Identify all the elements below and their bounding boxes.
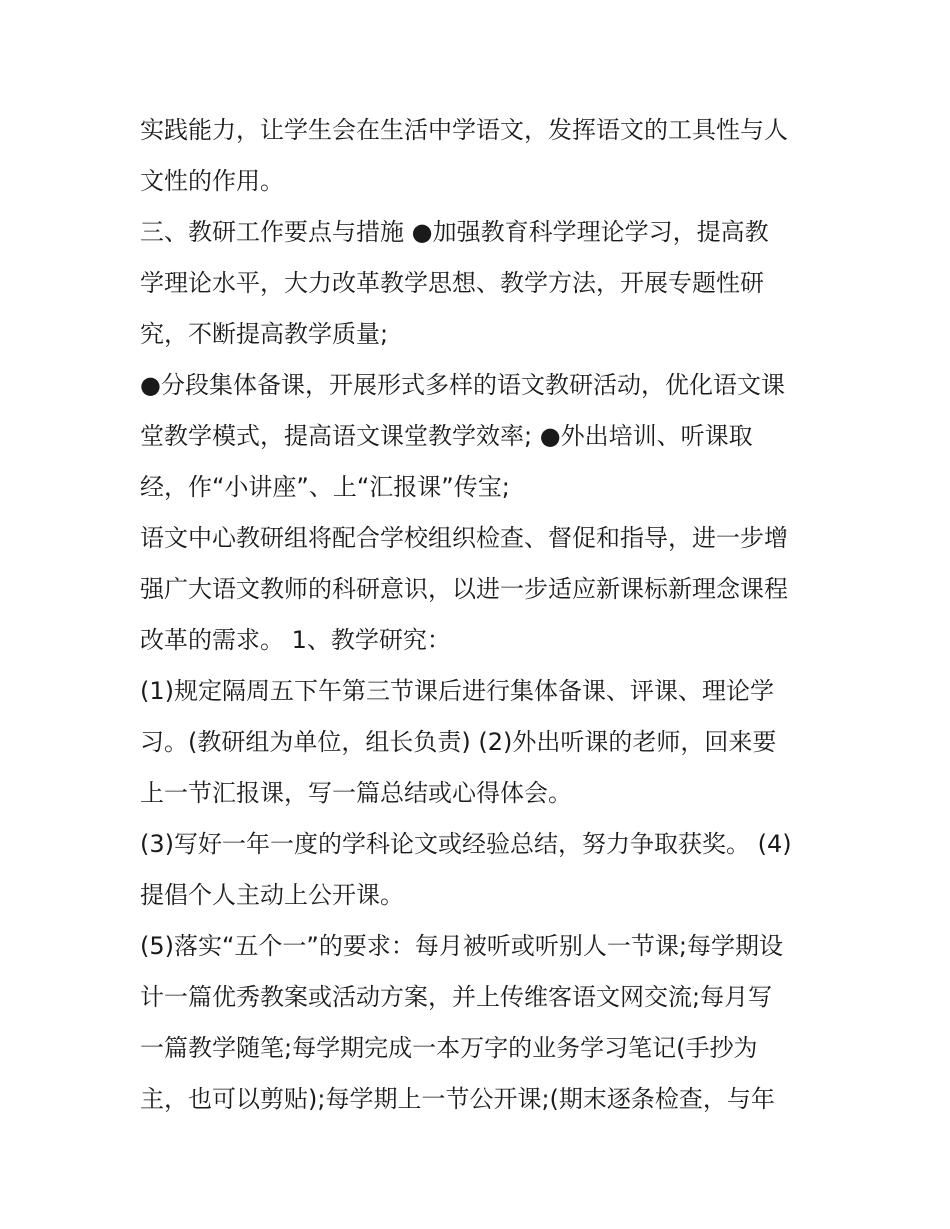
text-line: 语文中心教研组将配合学校组织检查、督促和指导，进一步增: [140, 524, 788, 552]
text-line: 一篇教学随笔;每学期完成一本万字的业务学习笔记(手抄为: [140, 1034, 758, 1062]
text-line: 实践能力，让学生会在生活中学语文，发挥语文的工具性与人: [140, 116, 788, 144]
text-line: 文性的作用。: [140, 167, 284, 195]
text-line: 三、教研工作要点与措施 ●加强教育科学理论学习，提高教: [140, 218, 769, 246]
text-line: 计一篇优秀教案或活动方案，并上传维客语文网交流;每月写: [140, 983, 773, 1011]
text-line: 主，也可以剪贴);每学期上一节公开课;(期末逐条检查，与年: [140, 1085, 775, 1113]
text-line: 学理论水平，大力改革教学思想、教学方法，开展专题性研: [140, 269, 764, 297]
text-line: 上一节汇报课，写一篇总结或心得体会。: [140, 779, 572, 807]
text-line: 改革的需求。 1、教学研究：: [140, 626, 451, 654]
text-line: 提倡个人主动上公开课。: [140, 881, 404, 909]
text-line: (1)规定隔周五下午第三节课后进行集体备课、评课、理论学: [140, 677, 774, 705]
text-line: 经，作“小讲座”、上“汇报课”传宝;: [140, 473, 510, 501]
body-text: [140, 105, 820, 1125]
text-line: 究，不断提高教学质量;: [140, 320, 389, 348]
text-line: ●分段集体备课，开展形式多样的语文教研活动，优化语文课: [140, 371, 785, 399]
text-line: 堂教学模式，提高语文课堂教学效率; ●外出培训、听课取: [140, 422, 753, 450]
text-line: (5)落实“五个一”的要求：每月被听或听别人一节课;每学期设: [140, 932, 783, 960]
text-line: 强广大语文教师的科研意识，以进一步适应新课标新理念课程: [140, 575, 788, 603]
text-line: (3)写好一年一度的学科论文或经验总结，努力争取获奖。 (4): [140, 830, 792, 858]
text-line: 习。(教研组为单位，组长负责) (2)外出听课的老师，回来要: [140, 728, 777, 756]
